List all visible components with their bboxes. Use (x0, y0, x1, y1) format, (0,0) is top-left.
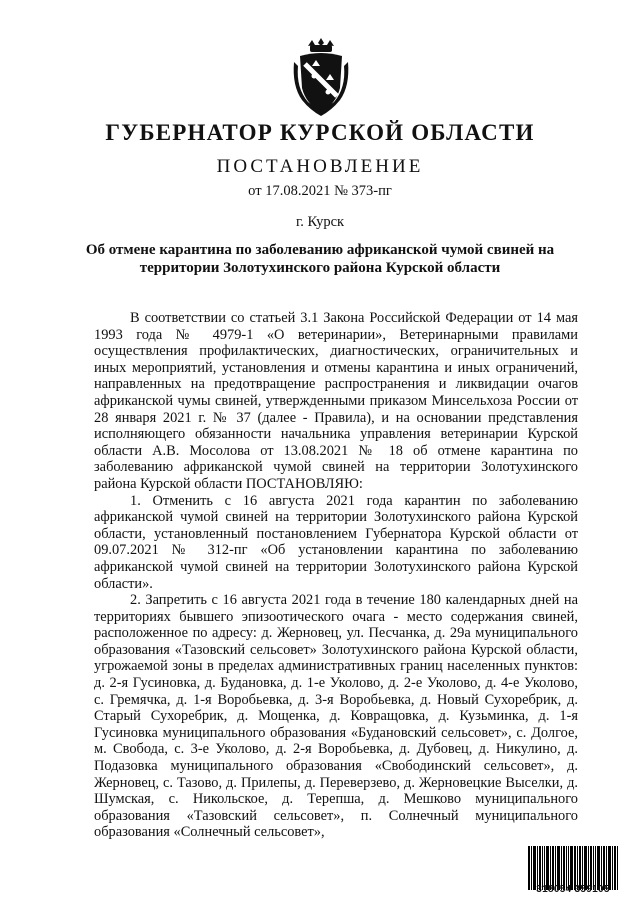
barcode-number: 318054 359105 (536, 884, 610, 895)
coat-of-arms-emblem (290, 36, 352, 118)
document-title (0, 241, 640, 277)
document-type: ПОСТАНОВЛЕНИЕ (216, 156, 424, 177)
city: г. Курск (295, 214, 345, 230)
paragraph-preamble: В соответствии со статьей 3.1 Закона Российской Федерации от 14 мая 1993 года № 4979-1 «О ветеринарии», Ветеринарными правилами осуществления профилактических, диагностических, ограничительных и иных мероприятий, установления и отмены карантина и иных ограничений, направленных на предотвращение распространения и ликвидации очагов африканской чумы свиней, утвержденными приказом Минсельхоза России от 28 января 2021 г. № 37 (далее - Правила), и на основании представления исполняющего обязанности начальника управления ветеринарии Курской области А.В. Мосолова от 13.08.2021 № 18 об отмене карантина по заболеванию африканской чумой свиней на территории Золотухинского района Курской области ПОСТАНОВЛЯЮ: (94, 310, 578, 492)
title-line: территории Золотухинского района Курской области (139, 260, 501, 276)
document-body (94, 310, 578, 841)
date-number: от 17.08.2021 № 373-пг (248, 183, 392, 199)
authority-title: ГУБЕРНАТОР КУРСКОЙ ОБЛАСТИ (105, 120, 535, 145)
paragraph-item-1: 1. Отменить с 16 августа 2021 года карантин по заболеванию африканской чумой свиней на территории Золотухинского района Курской области, установленный постановлением Губернатора Курской области от 09.07.2021 № 312-пг «Об установлении карантина по заболеванию африканской чумой свиней на территории Золотухинского района Курской области». (94, 492, 578, 592)
paragraph-item-2: 2. Запретить с 16 августа 2021 года в течение 180 календарных дней на территориях бывшего эпизоотического очага - место содержания свиней, расположенное по адресу: д. Жерновец, ул. Песчанка, д. 29а муниципального образования «Тазовский сельсовет» Золотухинского района Курской области, угрожаемой зоны в пределах административных границ населенных пунктов: д. 2-я Гусиновка, д. Будановка, д. 1-е Уколово, д. 2-е Уколово, д. 4-е Уколово, с. Гремячка, д. 1-я Воробьевка, д. 3-я Воробьевка, д. Новый Сухоребрик, д. Старый Сухоребрик, д. Мощенка, д. Ковращовка, д. Кузьминка, д. 1-я Гусиновка муниципального образования «Будановский сельсовет», с. Долгое, м. Свобода, с. 3-е Уколово, д. 2-я Воробьевка, д. Дубовец, д. Никулино, д. Подазовка муниципального образования «Свободинский сельсовет», д. Жерновец, с. Тазово, д. Прилепы, д. Переверзево, д. Жерновецкие Выселки, д. Шумская, с. Никольское, д. Терепша, д. Мешково муниципального образования «Тазовский сельсовет», п. Солнечный муниципального образования «Солнечный сельсовет», (94, 592, 578, 841)
title-line: Об отмене карантина по заболеванию африканской чумой свиней на (85, 242, 555, 258)
